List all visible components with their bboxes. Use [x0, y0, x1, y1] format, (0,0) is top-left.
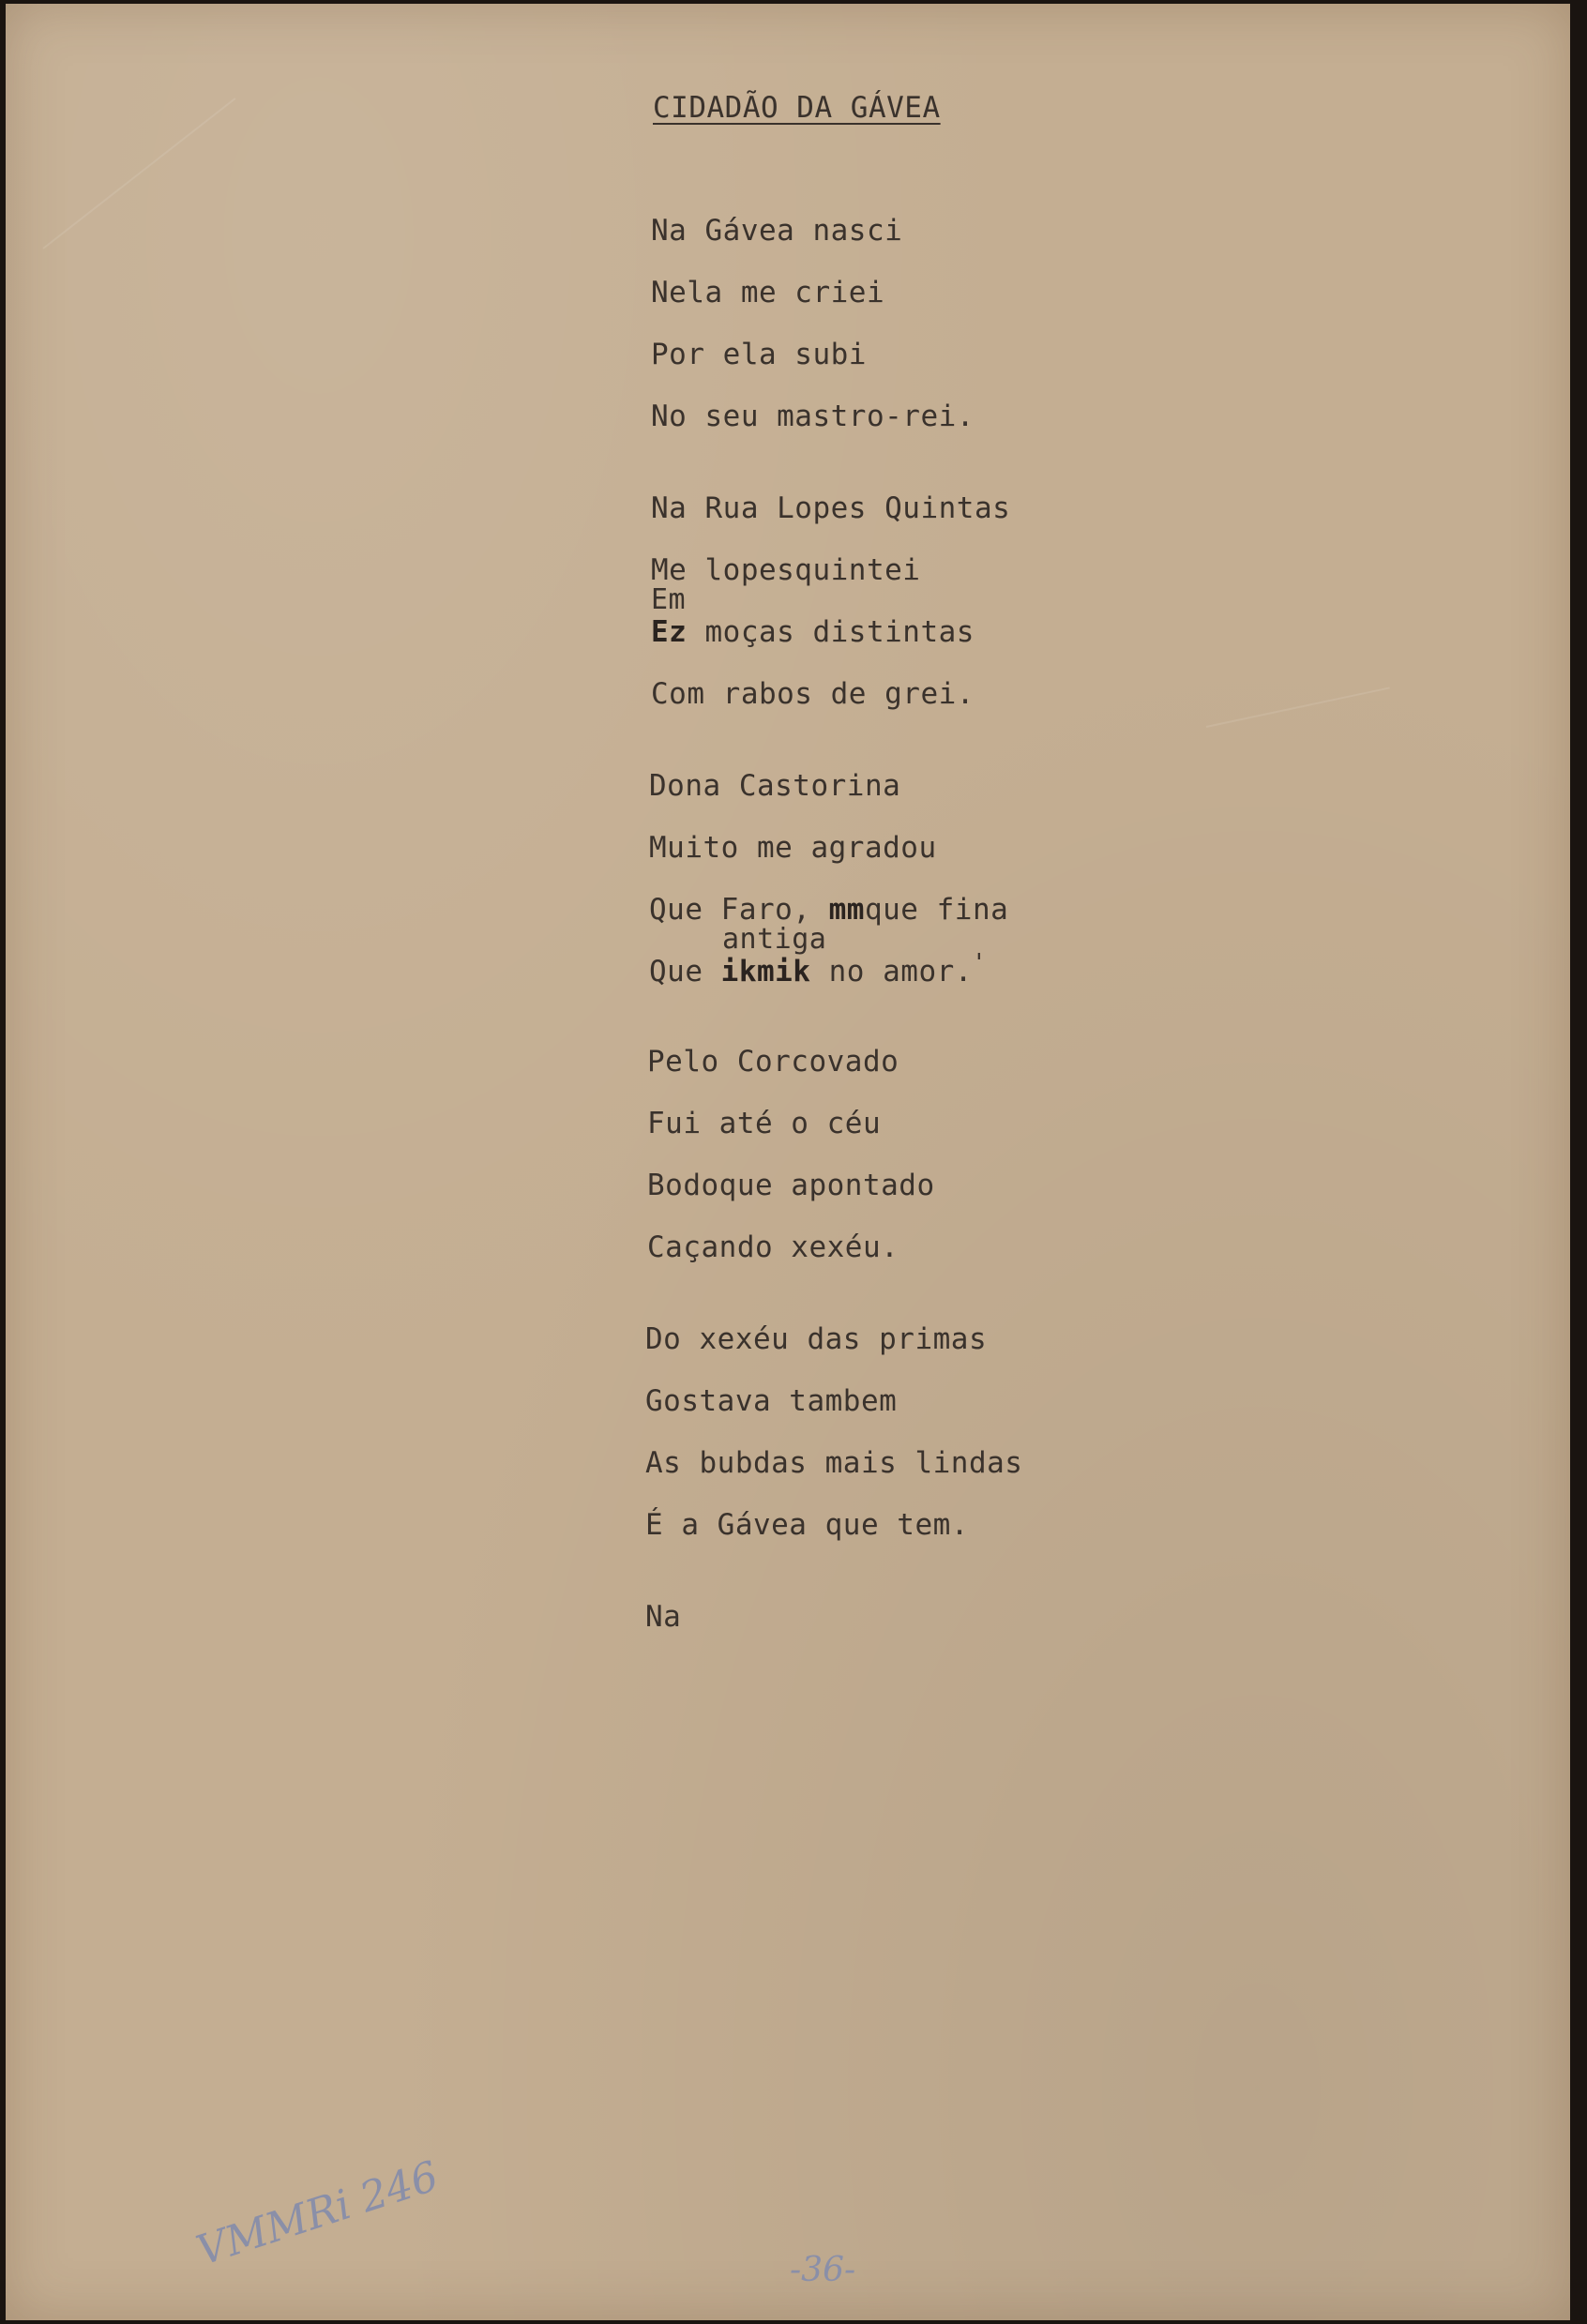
paper-crease [1206, 687, 1390, 728]
verse-line: Com rabos de grei. [651, 677, 975, 711]
verse-line: Pelo Corcovado [647, 1045, 899, 1079]
archive-note: VMMRi 246 [190, 2151, 445, 2276]
struck-text: ikmik [720, 955, 811, 988]
verse-fragment: Na [645, 1600, 682, 1634]
verse-line: No seu mastro-rei. [651, 400, 975, 433]
verse-line: Fui até o céu [647, 1107, 882, 1140]
verse-line: Nela me criei [651, 276, 885, 309]
verse-text: no amor. [810, 955, 973, 988]
verse-line: Muito me agradou [649, 831, 937, 865]
verse-line: Por ela subi [651, 338, 867, 371]
poem-title: CIDADÃO DA GÁVEA [653, 91, 941, 125]
verse-line [649, 893, 1008, 927]
verse-line: Na Gávea nasci [651, 214, 903, 248]
verse-line: Na Rua Lopes Quintas [651, 491, 1011, 525]
verse-line: É a Gávea que tem. [645, 1508, 969, 1542]
verse-line: As bubdas mais lindas [645, 1446, 1023, 1480]
verse-line: Bodoque apontado [647, 1169, 935, 1202]
verse-line: Gostava tambem [645, 1384, 898, 1418]
verse-line: Me lopesquintei [651, 553, 921, 587]
apostrophe-mark: ' [972, 949, 987, 977]
verse-text: Que Faro, [649, 893, 829, 927]
verse-text: moças distintas [687, 615, 975, 649]
verse-text: que fina [864, 893, 1009, 927]
verse-text: Que [649, 955, 721, 988]
struck-text: Ez [651, 615, 688, 649]
paper-crease [42, 98, 235, 249]
verse-line: Caçando xexéu. [647, 1230, 899, 1264]
verse-line: Dona Castorina [649, 769, 901, 803]
verse-line: Do xexéu das primas [645, 1322, 988, 1356]
verse-line [651, 615, 975, 649]
typed-correction: Em [651, 583, 687, 616]
verse-line [649, 955, 973, 988]
page-number: -36- [790, 2251, 856, 2289]
struck-text: mm [828, 893, 865, 927]
typed-correction: antiga [722, 923, 827, 956]
